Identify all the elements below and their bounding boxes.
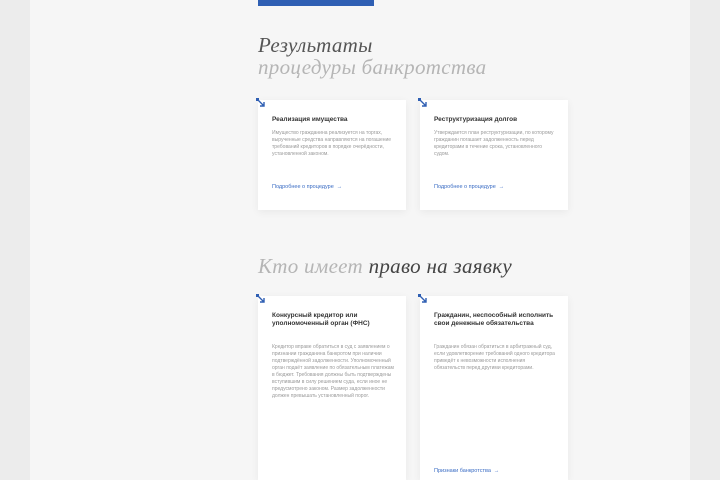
card-text: Кредитор вправе обратиться в суд с заявлением о признании гражданина банкротом при наличии подтверждённой задолженности. Уполномоченный орган подаёт заявление по обязательным платежам в бюджет. Требования должны быть подтверждены вступившим в силу решением суда, если иное не предусмотрено законом. Размер задолженности должен превышать установленный порог. [272, 344, 394, 399]
card-link[interactable] [434, 468, 499, 474]
results-heading [258, 34, 486, 78]
page [30, 0, 690, 480]
card-title: Реализация имущества [272, 116, 348, 123]
top-action-button[interactable] [258, 0, 374, 6]
result-card-restructuring [420, 100, 568, 210]
eligibility-card-creditor [258, 296, 406, 480]
card-title: Конкурсный кредитор или уполномоченный орган (ФНС) [272, 312, 370, 327]
eligibility-heading-dark: право на заявку [368, 254, 513, 278]
card-link-label: Признаки банкротства [434, 468, 491, 474]
arrow-right-icon: → [336, 184, 343, 190]
eligibility-heading-muted: Кто имеет [258, 254, 363, 278]
card-link[interactable] [434, 184, 504, 190]
card-title: Гражданин, неспособный исполнить свои денежные обязательства [434, 312, 554, 327]
result-card-sale [258, 100, 406, 210]
card-text: Утверждается план реструктуризации, по которому гражданин погашает задолженность перед кредиторами в течение срока, установленного судом. [434, 130, 554, 157]
card-link-label: Подробнее о процедуре [272, 184, 334, 190]
card-text: Гражданин обязан обратиться в арбитражный суд, если удовлетворение требований одного кредитора приведёт к невозможности исполнения обязательств перед другими кредиторами. [434, 344, 555, 371]
card-text: Имущество гражданина реализуется на торгах, вырученные средства направляются на погашение требований кредиторов в порядке очерёдности, установленной законом. [272, 130, 392, 157]
corner-arrow-icon [256, 294, 266, 304]
corner-arrow-icon [418, 294, 428, 304]
corner-arrow-icon [256, 98, 266, 108]
corner-arrow-icon [418, 98, 428, 108]
results-heading-line1: Результаты [258, 33, 373, 57]
results-heading-line2: процедуры банкротства [258, 55, 487, 79]
card-title: Реструктуризация долгов [434, 116, 518, 123]
card-link-label: Подробнее о процедуре [434, 184, 496, 190]
eligibility-heading [258, 255, 512, 277]
eligibility-card-citizen [420, 296, 568, 480]
arrow-right-icon: → [498, 184, 505, 190]
arrow-right-icon: → [493, 468, 500, 474]
card-link[interactable] [272, 184, 342, 190]
